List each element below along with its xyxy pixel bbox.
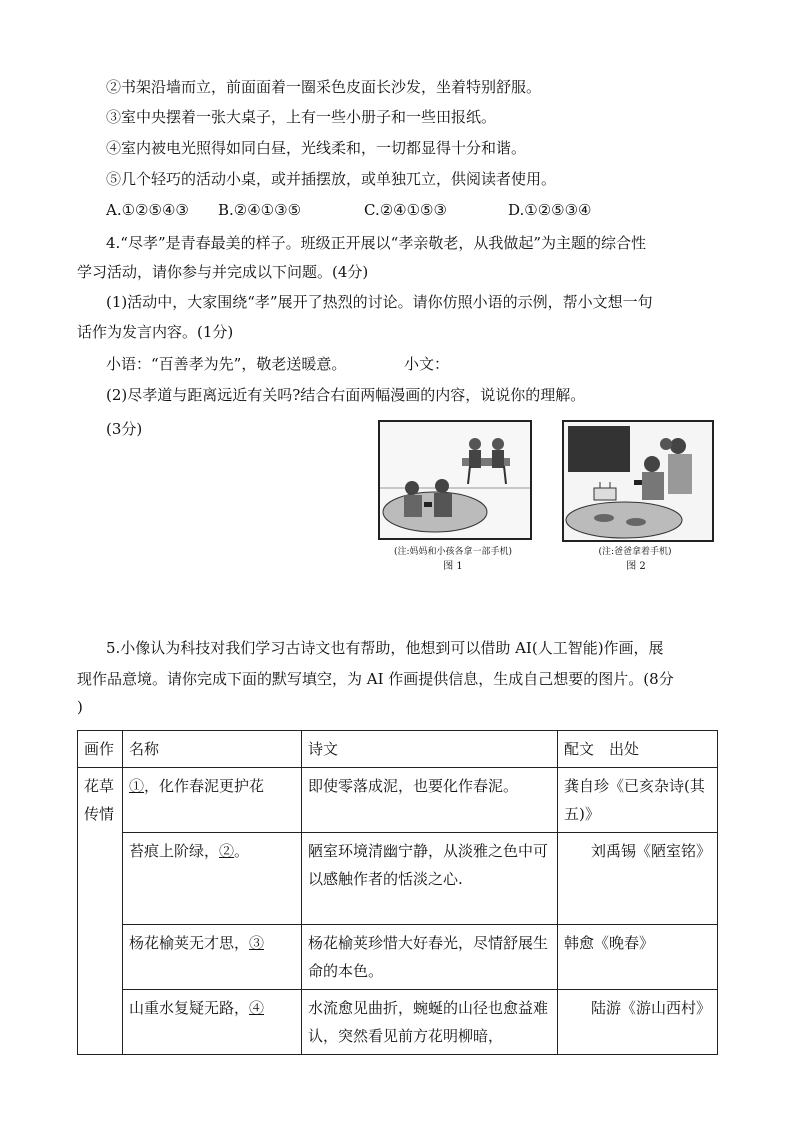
table-row bbox=[78, 990, 718, 1055]
source-cell: 陆游《游山西村》 bbox=[558, 990, 718, 1055]
header-name: 名称 bbox=[123, 731, 302, 768]
cartoon-2-caption: (注:爸爸拿着手机) bbox=[598, 547, 672, 557]
example-xiaoyu: 小语：“百善孝为先”，敬老送暖意。 bbox=[106, 355, 347, 373]
header-source: 配文 出处 bbox=[558, 731, 718, 768]
q4-part2-score: (3分) bbox=[106, 420, 143, 438]
source-cell: 龚自珍《已亥杂诗(其五)》 bbox=[558, 768, 718, 833]
option-2: ②书架沿墙而立，前面面着一圈采色皮面长沙发，坐着特别舒服。 bbox=[106, 78, 542, 96]
name-cell bbox=[123, 925, 302, 990]
cartoon-figure-2 bbox=[562, 420, 714, 542]
table-row bbox=[78, 833, 718, 925]
cartoon-2-illustration bbox=[564, 422, 712, 540]
q5-stem-line3: ) bbox=[77, 698, 83, 716]
name-cell bbox=[123, 990, 302, 1055]
option-5: ⑤几个轻巧的活动小桌，或并插摆放，或单独兀立，供阅读者使用。 bbox=[106, 170, 557, 188]
cartoon-1-illustration bbox=[380, 422, 530, 538]
example-xiaowen: 小文： bbox=[404, 355, 450, 373]
blank-1[interactable]: ① bbox=[129, 777, 145, 795]
name-cell bbox=[123, 833, 302, 925]
cartoon-1-label: 图 1 bbox=[443, 561, 463, 572]
q4-part2-line1: (2)尽孝道与距离远近有关吗?结合右面两幅漫画的内容，说说你的理解。 bbox=[106, 386, 586, 404]
table-row bbox=[78, 768, 718, 833]
cartoon-2-label: 图 2 bbox=[626, 561, 646, 572]
blank-2[interactable]: ② bbox=[219, 842, 235, 860]
header-poem: 诗文 bbox=[302, 731, 558, 768]
option-4: ④室内被电光照得如同白昼，光线柔和，一切都显得十分和谐。 bbox=[106, 139, 527, 157]
choice-a[interactable]: A.①②⑤④③ bbox=[106, 201, 189, 219]
table-header-row bbox=[78, 731, 718, 768]
q4-part1-line2: 话作为发言内容。(1分) bbox=[77, 323, 234, 341]
blank-4[interactable]: ④ bbox=[249, 999, 265, 1017]
category-cell: 花草传情 bbox=[78, 768, 123, 1055]
cartoon-figure-1 bbox=[378, 420, 532, 540]
choice-c[interactable]: C.②④①⑤③ bbox=[364, 201, 447, 219]
header-painting: 画作 bbox=[78, 731, 123, 768]
name-text: 苔痕上阶绿， bbox=[129, 842, 220, 860]
table-row bbox=[78, 925, 718, 990]
q5-stem-line1: 5.小像认为科技对我们学习古诗文也有帮助，他想到可以借助 AI(人工智能)作画，展 bbox=[106, 639, 664, 657]
desc-cell: 水流愈见曲折，蜿蜒的山径也愈益难认，突然看见前方花明柳暗， bbox=[302, 990, 558, 1055]
choice-d[interactable]: D.①②⑤③④ bbox=[508, 201, 592, 219]
name-text: ，化作春泥更护花 bbox=[144, 777, 265, 795]
name-cell bbox=[123, 768, 302, 833]
poem-table bbox=[77, 730, 718, 1055]
name-text: 杨花榆荚无才思， bbox=[129, 934, 250, 952]
blank-3[interactable]: ③ bbox=[249, 934, 265, 952]
choice-b[interactable]: B.②④①③⑤ bbox=[218, 201, 302, 219]
q4-part1-line1: (1)活动中，大家围绕“孝”展开了热烈的讨论。请你仿照小语的示例，帮小文想一句 bbox=[106, 293, 653, 311]
name-text: 山重水复疑无路， bbox=[129, 999, 250, 1017]
q4-stem-line1: 4.“尽孝”是青春最美的样子。班级正开展以“孝亲敬老，从我做起”为主题的综合性 bbox=[106, 234, 646, 252]
desc-cell: 陋室环境清幽宁静，从淡雅之色中可以感触作者的恬淡之心. bbox=[302, 833, 558, 925]
q5-stem-line2: 现作品意境。请你完成下面的默写填空，为 AI 作画提供信息，生成自己想要的图片。(8分 bbox=[77, 670, 674, 688]
desc-cell: 即使零落成泥，也要化作春泥。 bbox=[302, 768, 558, 833]
source-cell: 韩愈《晚春》 bbox=[558, 925, 718, 990]
q4-stem-line2: 学习活动，请你参与并完成以下问题。(4分) bbox=[77, 263, 369, 281]
desc-cell: 杨花榆荚珍惜大好春光，尽情舒展生命的本色。 bbox=[302, 925, 558, 990]
name-text: 。 bbox=[234, 842, 250, 860]
cartoon-1-caption: (注:妈妈和小孩各拿一部手机) bbox=[393, 547, 513, 557]
source-cell: 刘禹锡《陋室铭》 bbox=[558, 833, 718, 925]
option-3: ③室中央摆着一张大桌子，上有一些小册子和一些田报纸。 bbox=[106, 108, 497, 126]
